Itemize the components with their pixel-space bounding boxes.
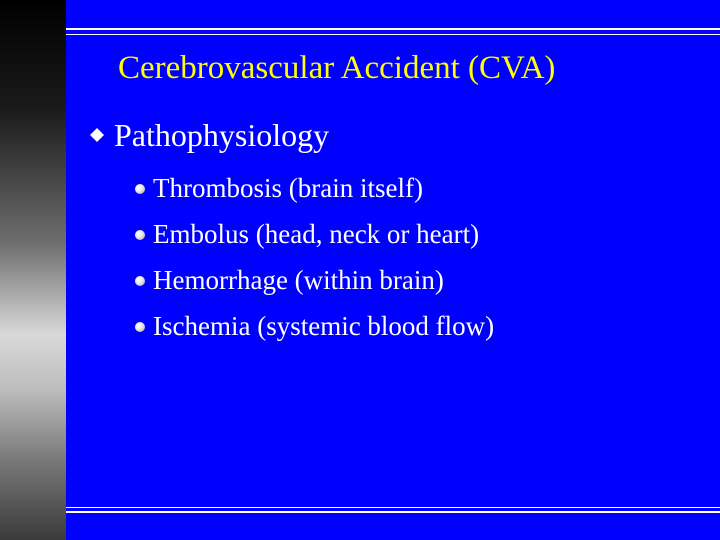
diamond-bullet-icon bbox=[90, 128, 104, 142]
round-dot-bullet-icon bbox=[135, 184, 145, 194]
list-item bbox=[135, 211, 494, 257]
bottom-rule-thin bbox=[66, 507, 720, 508]
slide-title: Cerebrovascular Accident (CVA) bbox=[118, 50, 556, 86]
top-rule-thick bbox=[66, 28, 720, 30]
sub-bullet-text: Ischemia (systemic blood flow) bbox=[153, 311, 495, 341]
main-bullet-text: Pathophysiology bbox=[114, 117, 330, 153]
bottom-rule-thick bbox=[66, 511, 720, 513]
top-rule-thin bbox=[66, 34, 720, 35]
left-gradient-band bbox=[0, 0, 66, 540]
round-dot-bullet-icon bbox=[135, 322, 145, 332]
list-item bbox=[135, 165, 494, 211]
sub-bullet-text: Hemorrhage (within brain) bbox=[153, 265, 444, 295]
round-dot-bullet-icon bbox=[135, 276, 145, 286]
main-bullet bbox=[90, 115, 329, 155]
list-item bbox=[135, 303, 494, 349]
round-dot-bullet-icon bbox=[135, 230, 145, 240]
sub-bullet-text: Embolus (head, neck or heart) bbox=[153, 219, 480, 249]
sub-bullet-list bbox=[135, 165, 494, 349]
list-item bbox=[135, 257, 494, 303]
sub-bullet-text: Thrombosis (brain itself) bbox=[153, 173, 423, 203]
